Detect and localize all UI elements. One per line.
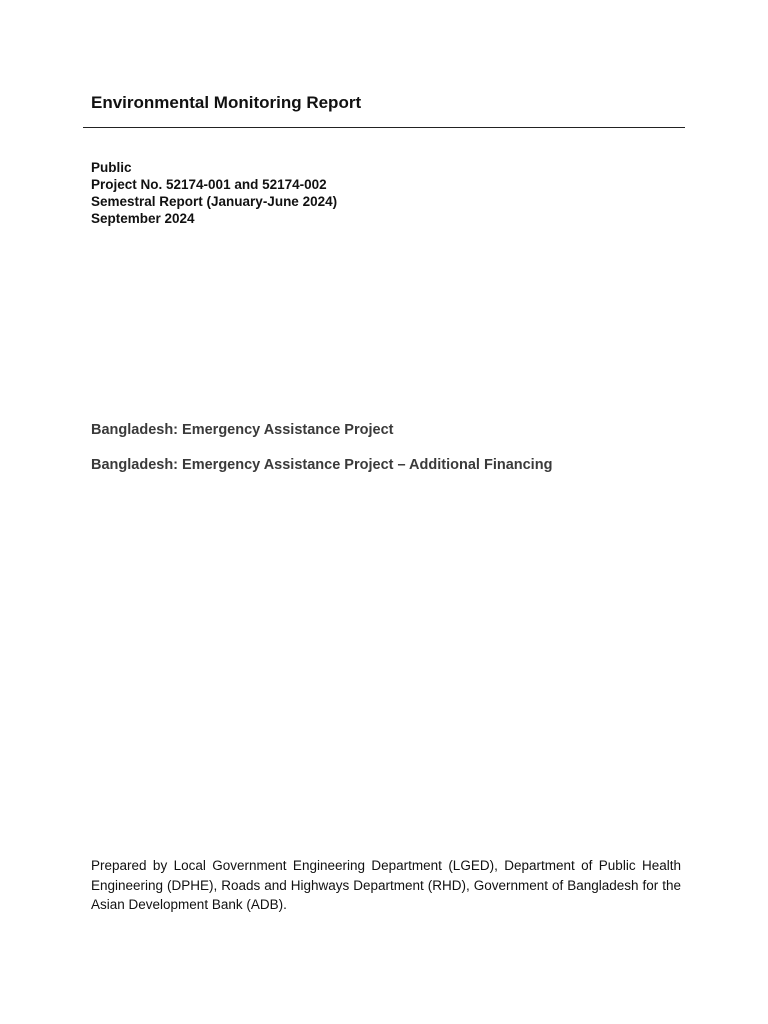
prepared-by-statement: Prepared by Local Government Engineering Department (LGED), Department of Public Health Engineering (DPHE), Roads and Highways Department (RHD), Government of Bangladesh for the Asian Development Bank (ADB). (91, 858, 681, 912)
report-meta-block (91, 159, 337, 227)
report-title: Environmental Monitoring Report (91, 93, 362, 112)
report-date: September 2024 (91, 211, 195, 226)
report-period: Semestral Report (January-June 2024) (91, 194, 338, 209)
project-number: Project No. 52174-001 and 52174-002 (91, 177, 327, 192)
disclosure-status: Public (91, 160, 132, 175)
project-title-additional-financing: Bangladesh: Emergency Assistance Project – Additional Financing (91, 457, 553, 473)
title-divider (83, 127, 685, 128)
project-title-main: Bangladesh: Emergency Assistance Project (91, 422, 394, 438)
